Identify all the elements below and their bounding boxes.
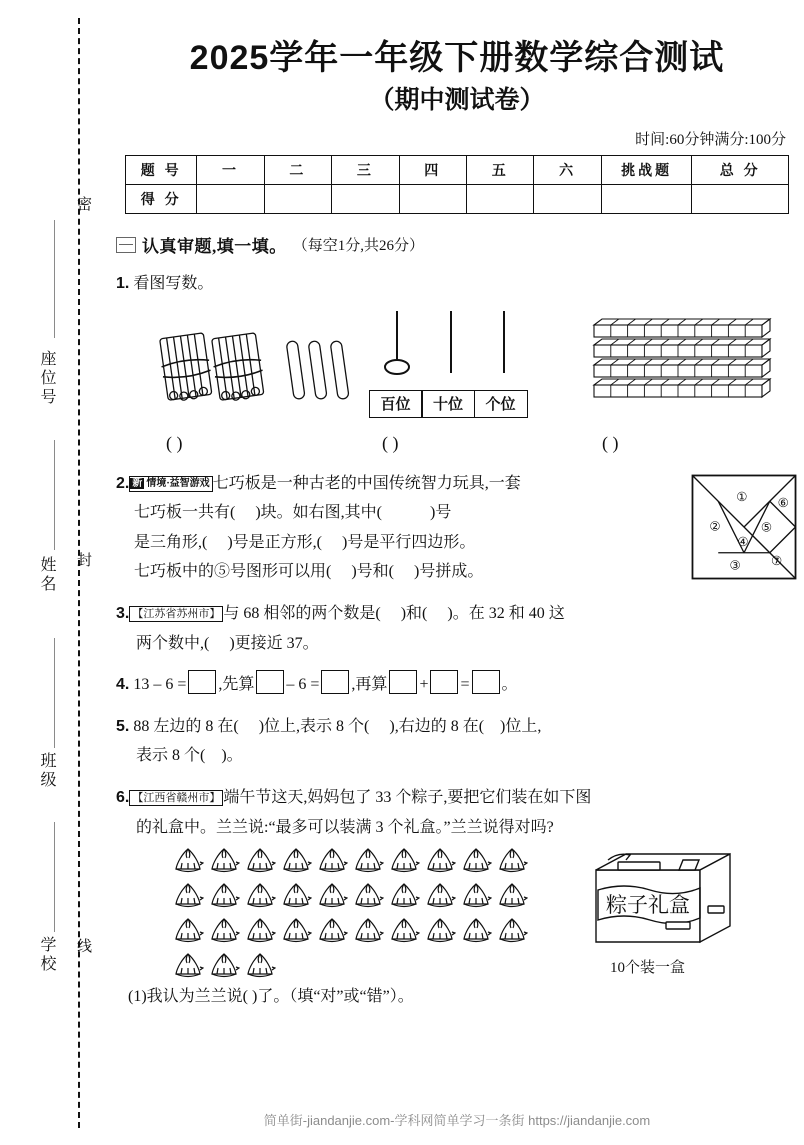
page-subtitle: （期中测试卷） xyxy=(369,86,545,115)
seal-dashed-line xyxy=(78,18,80,1128)
zongzi-icon xyxy=(496,846,528,880)
field-rule-name xyxy=(54,440,55,550)
zongzi-icon xyxy=(244,951,276,985)
place-value-rods xyxy=(370,309,532,385)
zongzi-icon xyxy=(352,881,384,915)
tangram-label-2: ② xyxy=(709,519,721,534)
zongzi-icon xyxy=(424,881,456,915)
question-4-part-5: = xyxy=(460,676,470,694)
question-2-line3-c: )号是平行四边形。 xyxy=(342,533,476,551)
zongzi-icon xyxy=(388,846,420,880)
score-cell-6[interactable] xyxy=(534,185,601,214)
question-6-figure xyxy=(110,846,804,976)
question-4-part-1: ,先算 xyxy=(218,676,255,694)
tangram-label-3: ③ xyxy=(729,558,741,573)
zongzi-icon xyxy=(496,916,528,950)
score-table-row-label-0: 题 号 xyxy=(126,156,197,185)
section-badge-icon xyxy=(116,237,136,253)
question-3-line1-b: )和( xyxy=(400,605,428,623)
place-value-cell-hundreds: 百位 xyxy=(369,390,423,418)
score-table-col-4: 四 xyxy=(399,156,466,185)
field-rule-seat xyxy=(54,220,55,338)
score-table-col-2: 二 xyxy=(264,156,331,185)
score-table xyxy=(125,155,789,214)
question-3-line2-b: )更接近 37。 xyxy=(229,634,319,652)
question-3-region-tag: 【江苏省苏州市】 xyxy=(129,606,223,622)
question-2-line2-b: )块。如右图,其中( xyxy=(255,504,383,522)
zongzi-icon xyxy=(280,881,312,915)
table-row-header xyxy=(126,156,789,185)
field-label-name: 姓名 xyxy=(38,556,55,594)
question-1-figures xyxy=(110,305,804,433)
question-5-line2-b: )。 xyxy=(221,747,243,765)
question-5-line1-a: 88 左边的 8 在( xyxy=(133,717,239,735)
score-cell-3[interactable] xyxy=(332,185,399,214)
place-value-chart-figure xyxy=(370,309,532,418)
question-3-line1-a: 与 68 相邻的两个数是( xyxy=(223,605,381,623)
question-1 xyxy=(116,269,804,299)
question-2-number: 2. xyxy=(116,474,130,492)
question-2-line1: 七巧板是一种古老的中国传统智力玩具,一套 xyxy=(212,474,521,492)
question-4-part-0: 13 – 6 = xyxy=(133,676,187,694)
zongzi-icon xyxy=(460,846,492,880)
gift-box-figure xyxy=(588,846,738,954)
answer-paren-cubes[interactable]: ( ) xyxy=(602,432,619,453)
question-6-sub-1 xyxy=(116,982,804,1012)
exam-page xyxy=(110,0,804,1145)
zongzi-icon xyxy=(316,846,348,880)
zongzi-icon xyxy=(352,916,384,950)
zongzi-icon xyxy=(352,846,384,880)
gift-box-label: 粽子礼盒 xyxy=(606,893,690,918)
question-2-line2-a: 七巧板一共有( xyxy=(134,504,236,522)
zongzi-icon xyxy=(244,881,276,915)
zongzi-icon xyxy=(244,846,276,880)
question-4-part-4: + xyxy=(419,676,429,694)
zongzi-icon xyxy=(172,846,204,880)
zongzi-icon xyxy=(388,881,420,915)
score-cell-total[interactable] xyxy=(692,185,789,214)
answer-paren-sticks[interactable]: ( ) xyxy=(166,432,183,453)
question-4-number: 4. xyxy=(116,676,130,694)
answer-paren-place-value[interactable]: ( ) xyxy=(382,432,399,453)
question-2 xyxy=(116,469,804,587)
tangram-label-4: ④ xyxy=(737,534,749,549)
field-label-seat-number: 座位号 xyxy=(38,350,55,407)
question-2-line3-b: )号是正方形,( xyxy=(227,533,323,551)
question-2-line4-a: 七巧板中的⑤号图形可以用( xyxy=(134,563,332,581)
seal-char-xian: 线 xyxy=(75,938,91,953)
field-label-class: 班级 xyxy=(38,752,55,790)
score-table-col-1: 一 xyxy=(197,156,264,185)
tangram-figure xyxy=(688,471,800,583)
page-title: 2025学年一年级下册数学综合测试 xyxy=(189,39,725,77)
question-1-number: 1. xyxy=(116,275,130,293)
table-row-scores xyxy=(126,185,789,214)
answer-box-4[interactable] xyxy=(389,670,417,694)
tangram-label-1: ① xyxy=(736,489,748,504)
zongzi-icon xyxy=(208,916,240,950)
field-rule-class xyxy=(54,638,55,748)
answer-box-1[interactable] xyxy=(188,670,216,694)
answer-box-2[interactable] xyxy=(256,670,284,694)
question-4-part-2: – 6 = xyxy=(286,676,320,694)
question-2-line3-a: 是三角形,( xyxy=(134,533,208,551)
zongzi-icon xyxy=(172,881,204,915)
zongzi-icon xyxy=(280,846,312,880)
score-cell-2[interactable] xyxy=(264,185,331,214)
question-3-number: 3. xyxy=(116,605,130,623)
zongzi-icon xyxy=(172,916,204,950)
question-5-line1-b: )位上,表示 8 个( xyxy=(258,717,370,735)
question-5-line1-d: )位上, xyxy=(500,717,542,735)
score-cell-challenge[interactable] xyxy=(601,185,692,214)
exam-meta: 时间:60分钟满分:100分 xyxy=(635,132,786,149)
section-title: 认真审题,填一填。 xyxy=(142,237,287,257)
new-context-badge-box: 新 xyxy=(132,477,143,489)
zongzi-icon xyxy=(244,916,276,950)
question-2-line4-c: )号拼成。 xyxy=(414,563,484,581)
zongzi-group xyxy=(170,846,550,986)
page-footer: 简单街-jiandanjie.com-学科网简单学习一条街 https://jiandanjie.com xyxy=(263,1113,651,1128)
zongzi-icon xyxy=(316,881,348,915)
zongzi-icon xyxy=(208,881,240,915)
place-value-cells xyxy=(370,390,532,418)
question-4 xyxy=(116,670,804,700)
score-table-col-6: 六 xyxy=(534,156,601,185)
new-context-badge-text: 情境·益智游戏 xyxy=(146,477,210,489)
zongzi-icon xyxy=(208,846,240,880)
seal-char-mi: 密 xyxy=(75,196,91,211)
question-6-number: 6. xyxy=(116,789,130,807)
section-score-note: （每空1分,共26分） xyxy=(292,238,425,255)
field-rule-school xyxy=(54,822,55,932)
question-2-line2-c: )号 xyxy=(430,504,452,522)
gift-box-caption: 10个装一盒 xyxy=(610,960,686,977)
new-context-badge xyxy=(129,476,212,492)
score-cell-5[interactable] xyxy=(466,185,533,214)
question-5-line1-c: ),右边的 8 在( xyxy=(389,717,485,735)
zongzi-icon xyxy=(388,916,420,950)
zongzi-icon xyxy=(460,881,492,915)
question-2-line4-b: )号和( xyxy=(351,563,395,581)
score-table-col-3: 三 xyxy=(332,156,399,185)
zongzi-icon xyxy=(460,916,492,950)
zongzi-icon xyxy=(280,916,312,950)
score-table-col-5: 五 xyxy=(466,156,533,185)
question-6-line2: 的礼盒中。兰兰说:“最多可以装满 3 个礼盒。”兰兰说得对吗? xyxy=(136,818,554,836)
score-cell-4[interactable] xyxy=(399,185,466,214)
question-5 xyxy=(116,712,804,771)
question-3-line2-a: 两个数中,( xyxy=(136,634,210,652)
place-value-cell-tens: 十位 xyxy=(421,390,475,418)
question-1-text: 看图写数。 xyxy=(133,275,214,293)
question-3 xyxy=(116,599,804,658)
zongzi-icon xyxy=(316,916,348,950)
question-6 xyxy=(116,783,804,842)
score-cell-1[interactable] xyxy=(197,185,264,214)
zongzi-icon xyxy=(424,916,456,950)
place-value-cell-ones: 个位 xyxy=(474,390,528,418)
zongzi-icon xyxy=(496,881,528,915)
score-table-col-challenge: 挑战题 xyxy=(601,156,692,185)
question-4-part-3: ,再算 xyxy=(351,676,388,694)
score-table-row-label-1: 得 分 xyxy=(126,185,197,214)
zongzi-icon xyxy=(208,951,240,985)
bundled-sticks-figure xyxy=(156,327,366,413)
seal-char-feng: 封 xyxy=(75,552,91,567)
tangram-label-7: ⑦ xyxy=(770,553,783,568)
question-5-number: 5. xyxy=(116,717,130,735)
score-table-col-total: 总 分 xyxy=(692,156,789,185)
question-6-sub-1-text[interactable]: (1)我认为兰兰说( )了。（填“对”或“错”）。 xyxy=(128,988,414,1006)
question-5-line2-a: 表示 8 个( xyxy=(136,747,206,765)
seal-margin xyxy=(0,0,110,1145)
section-header xyxy=(116,232,804,257)
tangram-label-5: ⑤ xyxy=(760,520,772,535)
zongzi-icon xyxy=(172,951,204,985)
question-6-line1: 端午节这天,妈妈包了 33 个粽子,要把它们装在如下图 xyxy=(223,789,592,807)
tangram-label-6: ⑥ xyxy=(777,495,789,510)
answer-box-5[interactable] xyxy=(430,670,458,694)
cube-rods-figure xyxy=(592,317,772,401)
question-6-region-tag: 【江西省赣州市】 xyxy=(129,790,223,806)
question-1-answer-parens xyxy=(110,433,804,457)
question-4-part-6: 。 xyxy=(501,676,518,694)
question-3-line1-c: )。在 32 和 40 这 xyxy=(447,605,565,623)
answer-box-3[interactable] xyxy=(321,670,349,694)
field-label-school: 学校 xyxy=(38,936,55,974)
zongzi-icon xyxy=(424,846,456,880)
answer-box-6[interactable] xyxy=(472,670,500,694)
